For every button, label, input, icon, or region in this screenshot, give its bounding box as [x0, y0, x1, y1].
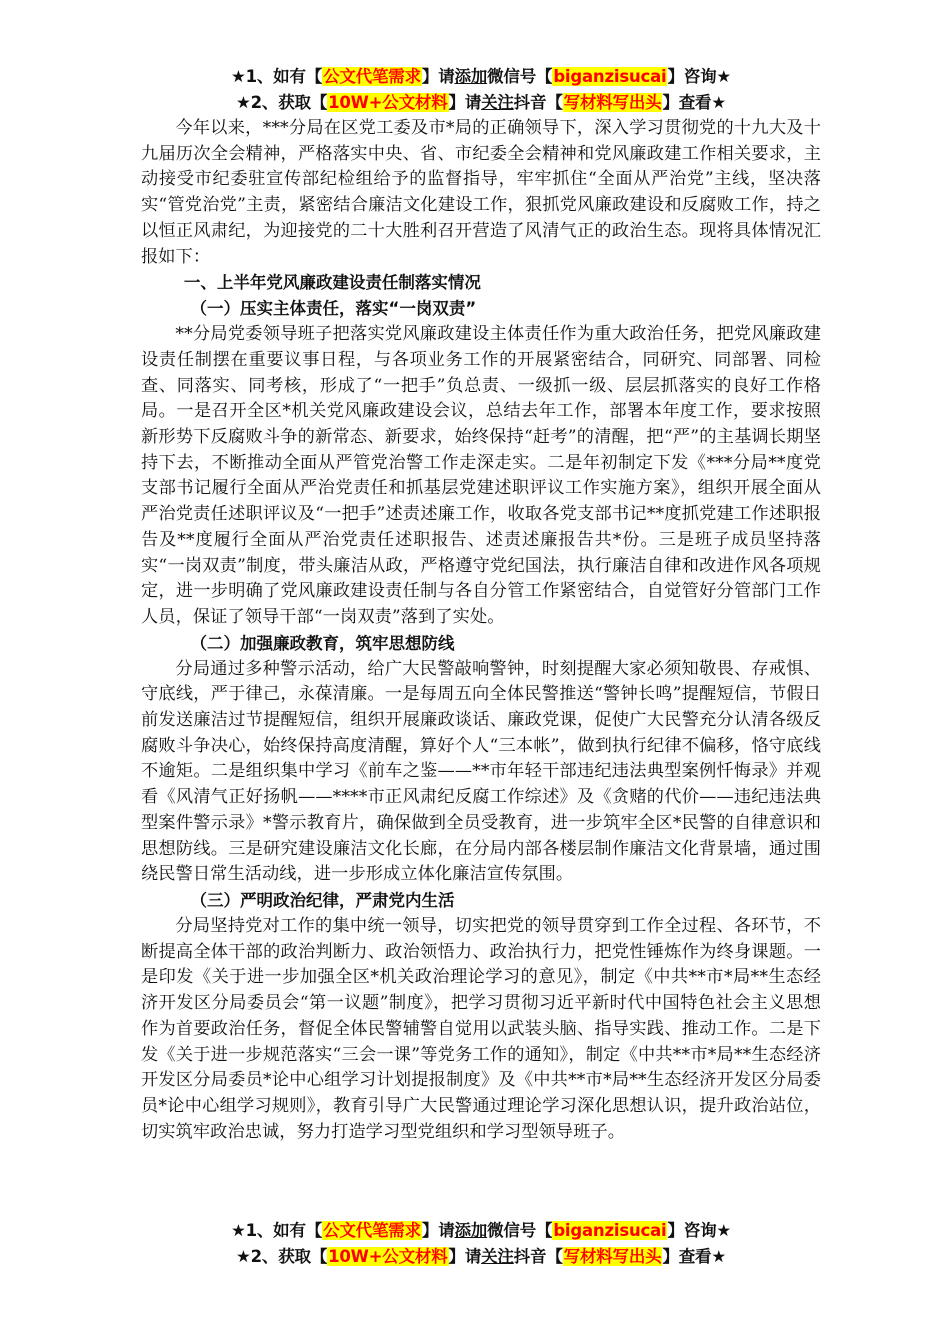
promo-highlight: 写材料写出头 — [563, 93, 662, 112]
promo-line-1-bottom — [141, 1218, 821, 1244]
document-page — [141, 64, 821, 1145]
promo-text: 】请 — [448, 1247, 482, 1266]
promo-text: 抖音【 — [513, 93, 563, 112]
promo-text: 1、如有【 — [245, 67, 323, 86]
promo-text: 微信号【 — [487, 1221, 553, 1240]
promo-highlight: biganzisucai — [553, 1221, 667, 1240]
promo-highlight: 10W+公文材料 — [328, 1247, 448, 1266]
star-icon: ★ — [236, 93, 251, 112]
promo-text: 】请 — [448, 93, 482, 112]
bottom-promo — [141, 1218, 821, 1270]
subsection-2-heading: （二）加强廉政教育，筑牢思想防线 — [190, 633, 455, 653]
promo-text: 】查看★ — [662, 93, 726, 112]
promo-line-2-bottom — [141, 1244, 821, 1270]
subsection-2-body: 分局通过多种警示活动，给广大民警敲响警钟，时刻提醒大家必须知敬畏、存戒惧、守底线，严于律己，永葆清廉。一是每周五向全体民警推送“警钟长鸣”提醒短信，节假日前发送廉洁过节提醒短信，组织开展廉政谈话、廉政党课，促使广大民警充分认清各级反腐败斗争决心，始终保持高度清醒，算好个人“三本帐”，做到执行纪律不偏移，恪守底线不逾矩。二是组织集中学习《前车之鉴——**市年轻干部违纪违法典型案例忏悔录》并观看《风清气正好扬帆——****市正风肃纪反腐工作综述》及《贪赌的代价——违纪违法典型案件警示录》*警示教育片，确保做到全员受教育，进一步筑牢全区*民警的自律意识和思想防线。三是研究建设廉洁文化长廊，在分局内部各楼层制作廉洁文化背景墙，通过围绕民警日常生活动线，进一步形成立体化廉洁宣传氛围。 — [141, 658, 821, 885]
promo-line-1 — [141, 64, 821, 90]
section-1-heading: 一、上半年党风廉政建设责任制落实情况 — [183, 273, 481, 293]
promo-underlined: 关注 — [481, 93, 514, 112]
intro-paragraph: 今年以来，***分局在区党工委及市*局的正确领导下，深入学习贯彻党的十九大及十九届历次全会精神，严格落实中央、省、市纪委全会精神和党风廉政建工作相关要求，主动接受市纪委驻宣传部纪检组给予的监督指导，牢牢抓住“全面从严治党”主线，坚决落实“管党治党”主责，紧密结合廉洁文化建设工作，狠抓党风廉政建设和反腐败工作，持之以恒正风肃纪，为迎接党的二十大胜利召开营造了风清气正的政治生态。现将具体情况汇报如下： — [141, 118, 821, 267]
promo-highlight: 公文代笔需求 — [323, 1221, 421, 1240]
star-icon: ★ — [231, 1221, 246, 1240]
promo-text: 】咨询★ — [667, 1221, 731, 1240]
subsection-3-heading: （三）严明政治纪律，严肃党内生活 — [190, 890, 455, 910]
promo-text: 】请 — [421, 1221, 455, 1240]
promo-text: 】咨询★ — [667, 67, 731, 86]
promo-text: 】请 — [421, 67, 455, 86]
promo-underlined: 添加 — [454, 67, 488, 86]
promo-text: 微信号【 — [487, 67, 553, 86]
star-icon: ★ — [231, 67, 246, 86]
subsection-1-heading: （一）压实主体责任，落实“一岗双责” — [190, 299, 477, 319]
subsection-1-body: **分局党委领导班子把落实党风廉政建设主体责任作为重大政治任务，把党风廉政建设责任制摆在重要议事日程，与各项业务工作的开展紧密结合，同研究、同部署、同检查、同落实、同考核，形成了“一把手”负总责、一级抓一级、层层抓落实的良好工作格局。一是召开全区*机关党风廉政建设会议，总结去年工作，部署本年度工作，要求按照新形势下反腐败斗争的新常态、新要求，始终保持“赶考”的清醒，把“严”的主基调长期坚持下去，不断推动全面从严管党治警工作走深走实。二是年初制定下发《***分局**度党支部书记履行全面从严治党责任和抓基层党建述职评议工作实施方案》，组织开展全面从严治党责任述职评议及“一把手”述责述廉工作，收取各党支部书记**度抓党建工作述职报告及**度履行全面从严治党责任述职报告、述责述廉报告共*份。三是班子成员坚持落实“一岗双责”制度，带头廉洁从政，严格遵守党纪国法，执行廉洁自律和改进作风各项规定，进一步明确了党风廉政建设责任制与各自分管工作紧密结合，自觉管好分管部门工作人员，保证了领导干部“一岗双责”落到了实处。 — [141, 324, 821, 627]
promo-highlight: 写材料写出头 — [563, 1247, 662, 1266]
promo-text: 2、获取【 — [250, 93, 328, 112]
promo-highlight: 公文代笔需求 — [323, 67, 421, 86]
promo-text: 】查看★ — [662, 1247, 726, 1266]
promo-text: 抖音【 — [513, 1247, 563, 1266]
promo-text: 1、如有【 — [245, 1221, 323, 1240]
promo-highlight: biganzisucai — [553, 67, 667, 86]
promo-line-2 — [141, 90, 821, 116]
star-icon: ★ — [236, 1247, 251, 1266]
promo-highlight: 10W+公文材料 — [328, 93, 448, 112]
promo-underlined: 关注 — [481, 1247, 514, 1266]
subsection-3-body: 分局坚持党对工作的集中统一领导，切实把党的领导贯穿到工作全过程、各环节，不断提高全体干部的政治判断力、政治领悟力、政治执行力，把党性锤炼作为终身课题。一是印发《关于进一步加强全区*机关政治理论学习的意见》，制定《中共**市*局**生态经济开发区分局委员会“第一议题”制度》，把学习贯彻习近平新时代中国特色社会主义思想作为首要政治任务，督促全体民警辅警自觉用以武装头脑、指导实践、推动工作。二是下发《关于进一步规范落实“三会一课”等党务工作的通知》，制定《中共**市*局**生态经济开发区分局委员*论中心组学习计划提报制度》及《中共**市*局**生态经济开发区分局委员*论中心组学习规则》，教育引导广大民警通过理论学习深化思想认识，提升政治站位，切实筑牢政治忠诚，努力打造学习型党组织和学习型领导班子。 — [141, 915, 821, 1142]
promo-underlined: 添加 — [454, 1221, 488, 1240]
promo-text: 2、获取【 — [250, 1247, 328, 1266]
